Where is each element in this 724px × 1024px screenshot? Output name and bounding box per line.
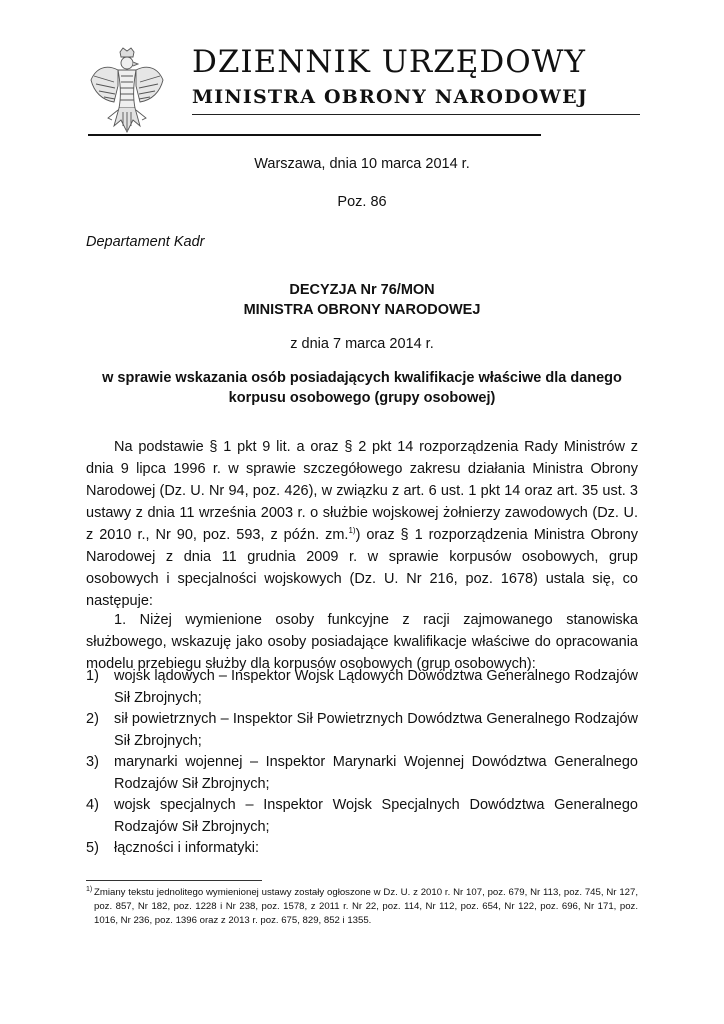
- decision-subject-line-1: w sprawie wskazania osób posiadających kwalifikacje właściwe dla danego: [102, 370, 622, 386]
- preamble-paragraph: [86, 436, 638, 612]
- section-1-paragraph: 1. Niżej wymienione osoby funkcyjne z racji zajmowanego stanowiska służbowego, wskazuję jako osoby posiadające kwalifikacje właściwe do opracowania modelu przebiegu służby dla korpusów osobowych (grup osobowych):: [86, 612, 638, 672]
- list-item-number: 3): [86, 754, 99, 770]
- list-item: [86, 752, 638, 795]
- list-item: [86, 795, 638, 838]
- list-item-number: 5): [86, 840, 99, 856]
- footnote-divider: [86, 880, 262, 881]
- list-item-number: 1): [86, 668, 99, 684]
- list-item-number: 4): [86, 797, 99, 813]
- journal-subtitle: MINISTRA OBRONY NARODOWEJ: [192, 86, 588, 108]
- decision-issuer: MINISTRA OBRONY NARODOWEJ: [243, 302, 481, 318]
- position-number: Poz. 86: [337, 194, 387, 210]
- footnote-text: Zmiany tekstu jednolitego wymienionej ustawy zostały ogłoszone w Dz. U. z 2010 r. Nr 107, poz. 679, Nr 113, poz. 745, Nr 127, poz. 857, Nr 182, poz. 1228 i Nr 238, poz. 1578, z 2011 r. Nr 22, poz. 114, Nr 112, poz. 654, Nr 122, poz. 696, Nr 171, poz. 1016, Nr 236, poz. 1396 oraz z 2013 r. poz. 675, 829, 852 i 1355.: [94, 887, 638, 926]
- list-item-text: marynarki wojennej – Inspektor Marynarki Wojennej Dowództwa Generalnego Rodzajów Sił Zbrojnych;: [114, 754, 638, 792]
- list-item: [86, 709, 638, 752]
- list-item: [86, 666, 638, 709]
- decision-date: z dnia 7 marca 2014 r.: [290, 336, 434, 352]
- list-item-number: 2): [86, 711, 99, 727]
- functions-list: [86, 666, 638, 860]
- place-date: Warszawa, dnia 10 marca 2014 r.: [254, 156, 470, 172]
- footnote-reference: 1): [348, 526, 356, 536]
- preamble-text-2: ) oraz § 1 rozporządzenia Ministra Obrony Narodowej z dnia 11 grudnia 2009 r. w sprawie korpusów osobowych, grup osobowych i specjalności wojskowych (Dz. U. Nr 216, poz. 1678) ustala się, co następuje:: [86, 527, 638, 609]
- decision-title: DECYZJA Nr 76/MON: [289, 282, 435, 298]
- list-item-text: łączności i informatyki:: [114, 840, 260, 856]
- list-item-text: sił powietrznych – Inspektor Sił Powietrznych Dowództwa Generalnego Rodzajów Sił Zbrojnych;: [114, 711, 638, 749]
- header-divider: [192, 114, 640, 115]
- header-rule: [88, 134, 541, 136]
- department: Departament Kadr: [86, 234, 205, 250]
- list-item: [86, 838, 638, 860]
- decision-subject-line-2: korpusu osobowego (grupy osobowej): [228, 390, 496, 406]
- white-eagle-emblem-icon: [88, 46, 166, 134]
- list-item-text: wojsk lądowych – Inspektor Wojsk Lądowych Dowództwa Generalnego Rodzajów Sił Zbrojnych;: [114, 668, 638, 706]
- footnote-mark: 1): [86, 886, 93, 893]
- journal-title: DZIENNIK URZĘDOWY: [192, 44, 587, 80]
- preamble-text-1: Na podstawie § 1 pkt 9 lit. a oraz § 2 pkt 14 rozporządzenia Rady Ministrów z dnia 9 lipca 1996 r. w sprawie szczegółowego zakresu działania Ministra Obrony Narodowej (Dz. U. Nr 94, poz. 426), w związku z art. 6 ust. 1 pkt 14 oraz art. 35 ust. 3 ustawy z dnia 11 września 2003 r. o służbie wojskowej żołnierzy zawodowych (Dz. U. z 2010 r., Nr 90, poz. 593, z późn. zm.: [86, 439, 638, 543]
- footnote: [86, 886, 638, 928]
- list-item-text: wojsk specjalnych – Inspektor Wojsk Specjalnych Dowództwa Generalnego Rodzajów Sił Zbrojnych;: [114, 797, 638, 835]
